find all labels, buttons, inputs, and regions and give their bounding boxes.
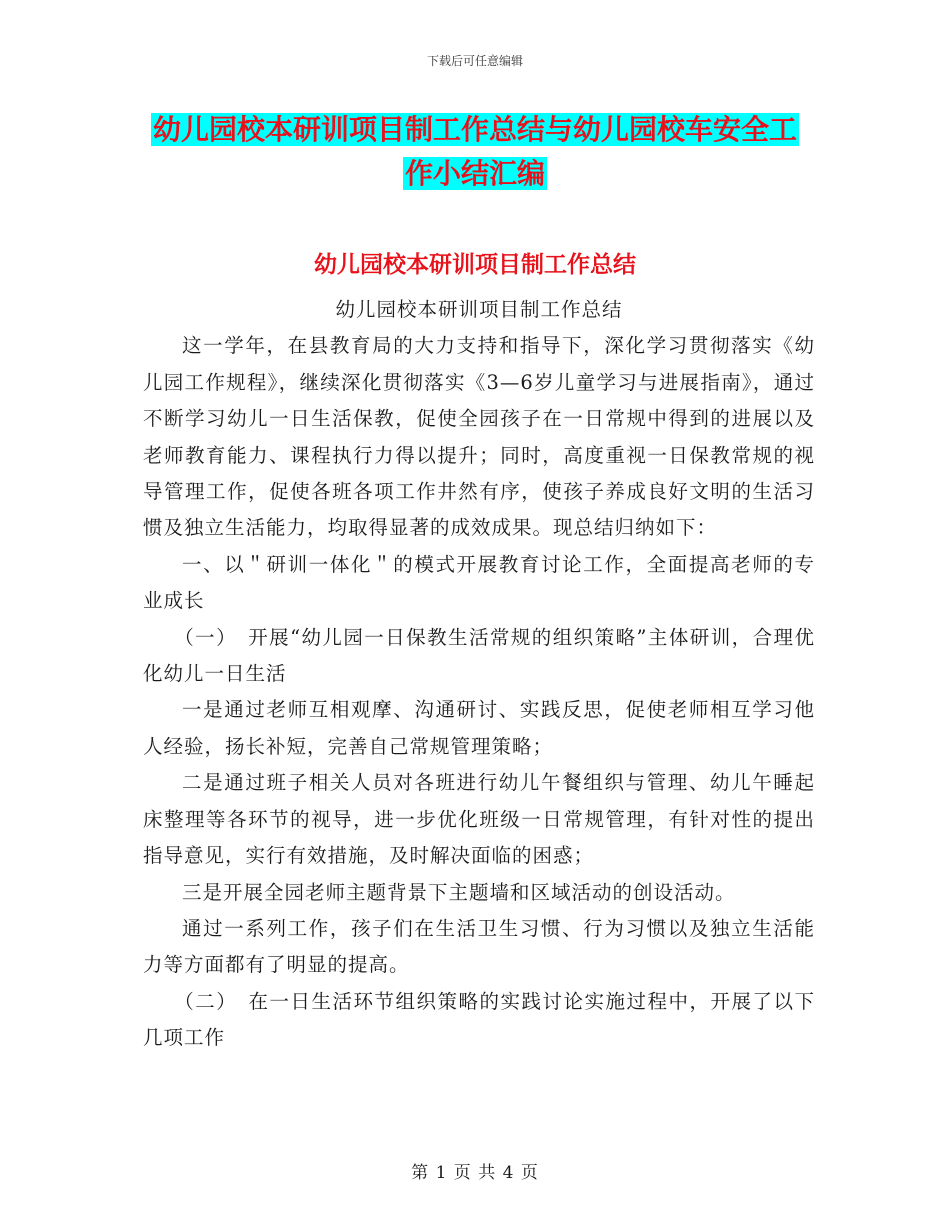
paragraph-heading-1: 一、以＂研训一体化＂的模式开展教育讨论工作，全面提高老师的专业成长 bbox=[143, 552, 815, 613]
document-title-line-1 bbox=[0, 108, 950, 152]
document-body bbox=[143, 292, 815, 1057]
section-title: 幼儿园校本研训项目制工作总结 bbox=[314, 252, 636, 278]
paragraph-subheading-1: （一） 开展“幼儿园一日保教生活常规的组织策略”主体研训，合理优化幼儿一日生活 bbox=[143, 625, 815, 686]
paragraph-intro: 这一学年，在县教育局的大力支持和指导下，深化学习贯彻落实《幼儿园工作规程》，继续深化贯彻落实《3—6岁儿童学习与进展指南》，通过不断学习幼儿一日生活保教，促使全园孩子在一日常规中得到的进展以及老师教育能力、课程执行力得以提升；同时，高度重视一日保教常规的视导管理工作，促使各班各项工作井然有序，使孩子养成良好文明的生活习惯及独立生活能力，均取得显著的成效成果。现总结归纳如下： bbox=[143, 334, 815, 540]
title-highlight: 作小结汇编 bbox=[404, 157, 545, 190]
document-title-line-2 bbox=[0, 152, 950, 196]
title-highlight: 幼儿园校本研训项目制工作总结与幼儿园校车安全工 bbox=[152, 113, 797, 146]
paragraph-item-2: 二是通过班子相关人员对各班进行幼儿午餐组织与管理、幼儿午睡起床整理等各环节的视导，进一步优化班级一日常规管理，有针对性的提出指导意见，实行有效措施，及时解决面临的困惑； bbox=[143, 771, 815, 868]
paragraph-item-1: 一是通过老师互相观摩、沟通研讨、实践反思，促使老师相互学习他人经验，扬长补短，完善自己常规管理策略； bbox=[143, 698, 815, 758]
header-note: 下载后可任意编辑 bbox=[426, 54, 523, 68]
paragraph-item-3: 三是开展全园老师主题背景下主题墙和区域活动的创设活动。 bbox=[182, 880, 736, 904]
paragraph-summary: 通过一系列工作，孩子们在生活卫生习惯、行为习惯以及独立生活能力等方面都有了明显的提高。 bbox=[143, 916, 815, 977]
page-number: 第 1 页 共 4 页 bbox=[411, 1163, 539, 1183]
article-heading: 幼儿园校本研训项目制工作总结 bbox=[335, 298, 623, 321]
paragraph-subheading-2: （二） 在一日生活环节组织策略的实践讨论实施过程中，开展了以下几项工作 bbox=[143, 989, 815, 1050]
